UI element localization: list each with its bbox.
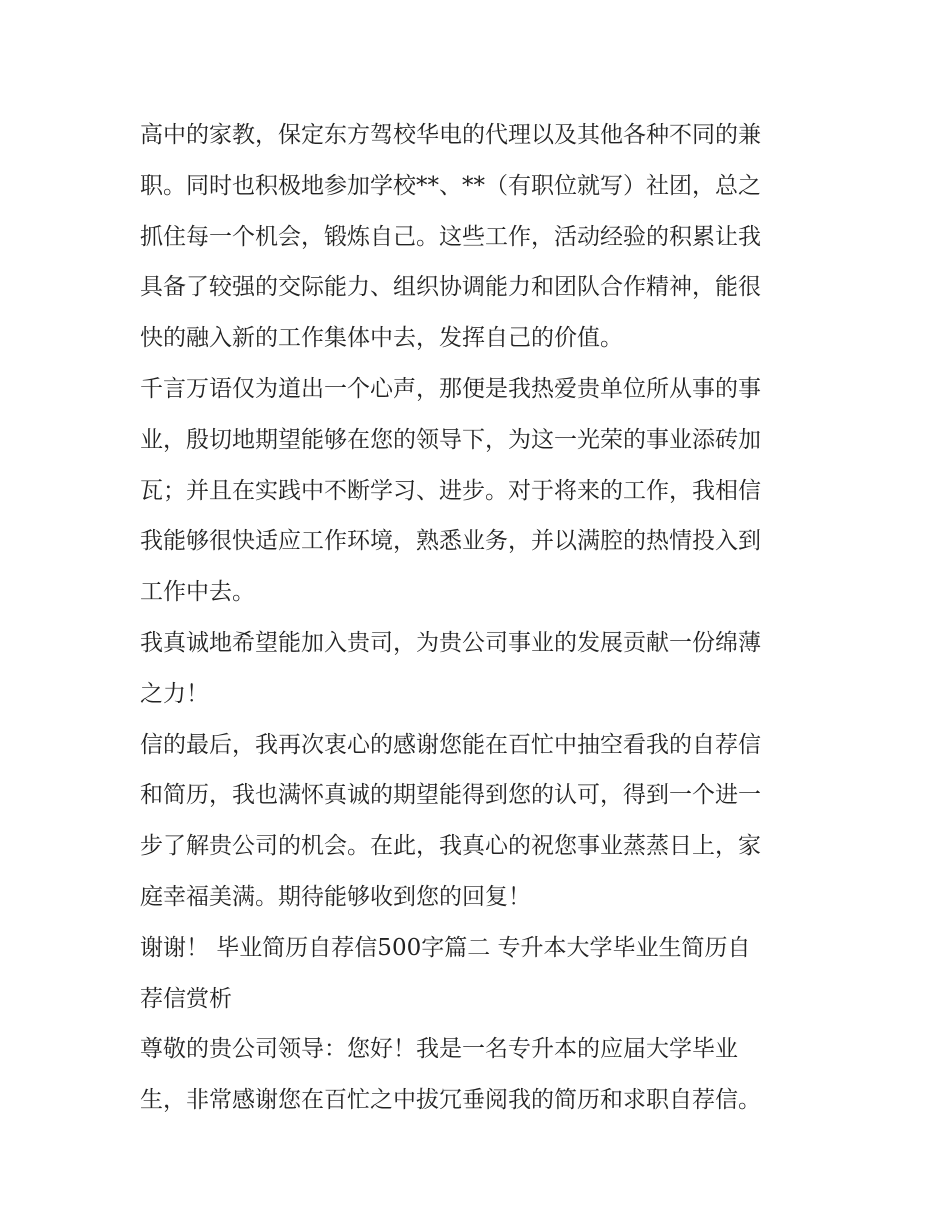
text-line: 尊敬的贵公司领导：您好！我是一名专升本的应届大学毕业 [140, 1036, 738, 1063]
text-line: 工作中去。 [140, 579, 255, 606]
text-line: 业，殷切地期望能够在您的领导下，为这一光荣的事业添砖加 [140, 426, 761, 453]
text-line: 步了解贵公司的机会。在此，我真心的祝您事业蒸蒸日上，家 [140, 833, 761, 860]
text-line: 之力！ [140, 680, 209, 707]
text-line: 我能够很快适应工作环境，熟悉业务，并以满腔的热情投入到 [140, 528, 761, 555]
text-line: 和简历，我也满怀真诚的期望能得到您的认可，得到一个进一 [140, 782, 761, 809]
document-text [140, 110, 820, 1126]
text-line: 职。同时也积极地参加学校**、**（有职位就写）社团，总之 [140, 172, 761, 199]
text-line: 高中的家教，保定东方驾校华电的代理以及其他各种不同的兼 [140, 122, 761, 148]
text-line: 庭幸福美满。期待能够收到您的回复！ [140, 883, 531, 910]
text-line: 信的最后，我再次衷心的感谢您能在百忙中抽空看我的自荐信 [140, 731, 761, 758]
text-line: 抓住每一个机会，锻炼自己。这些工作，活动经验的积累让我 [140, 223, 761, 250]
text-line: 谢谢！ 毕业简历自荐信500字篇二 专升本大学毕业生简历自 [140, 934, 751, 961]
text-line: 瓦；并且在实践中不断学习、进步。对于将来的工作，我相信 [140, 477, 761, 504]
text-line: 具备了较强的交际能力、组织协调能力和团队合作精神，能很 [140, 274, 761, 301]
text-line: 生，非常感谢您在百忙之中拔冗垂阅我的简历和求职自荐信。 [140, 1087, 761, 1114]
text-line: 我真诚地希望能加入贵司，为贵公司事业的发展贡献一份绵薄 [140, 629, 761, 656]
text-line: 荐信赏析 [140, 985, 232, 1012]
text-line: 快的融入新的工作集体中去，发挥自己的价值。 [140, 325, 623, 352]
text-line: 千言万语仅为道出一个心声，那便是我热爱贵单位所从事的事 [140, 375, 761, 402]
